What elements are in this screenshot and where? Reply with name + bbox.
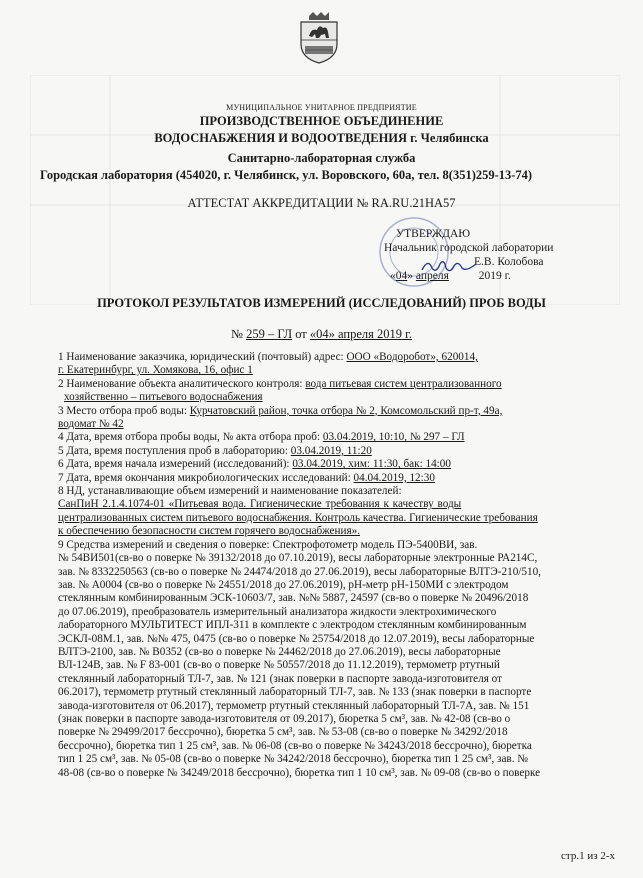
approval-name: Е.В. Колобова [474, 256, 544, 268]
protocol-number-line: № 259 – ГЛ от «04» апреля 2019 г. [231, 327, 412, 341]
item-3-cont: водомат № 42 [58, 418, 124, 431]
item-9-line: стеклянным комбинированным ЭСК-10603/7, зав. №№ 5887, 24597 (св-во о поверке № 20496/2018 [58, 592, 529, 605]
item-1: 1 Наименование заказчика, юридический (почтовый) адрес: ООО «Водоробот», 620014, [58, 351, 478, 363]
lab-address: Городская лаборатория (454020, г. Челябинск, ул. Воровского, 60а, тел. 8(351)259-13-74) [40, 168, 533, 182]
approval-date-day: 04 [395, 270, 408, 282]
org-line-1: ПРОИЗВОДСТВЕННОЕ ОБЪЕДИНЕНИЕ [199, 114, 444, 128]
item-6: 6 Дата, время начала измерений (исследований): 03.04.2019, хим: 11:30, бак: 14:00 [58, 458, 451, 471]
item-9-line: 06.2017), термометр ртутный стеклянный лабораторный ТЛ-7, зав. № 133 (знак поверки в паспорте [58, 686, 532, 699]
org-line-2: ВОДОСНАБЖЕНИЯ И ВОДООТВЕДЕНИЯ г. Челябинска [154, 131, 489, 145]
item-5: 5 Дата, время поступления проб в лабораторию: 03.04.2019, 11:20 [58, 444, 372, 457]
approval-date-month: апреля [415, 270, 449, 282]
protocol-number: 259 – ГЛ [246, 327, 293, 341]
item-9-line: до 07.06.2019), преобразователь измерительный анализатора жидкости электрохимического [58, 605, 497, 618]
item-9-line: 9 Средства измерений и сведения о поверке: Спектрофотометр модель ПЭ-5400ВИ, зав. [58, 538, 478, 551]
item-9-line: тип 1 25 см³, зав. № 05-08 (св-во о поверке № 34242/2018 бессрочно), бюретка тип 1 25 см³, зав. № [58, 753, 528, 766]
item-2: 2 Наименование объекта аналитического контроля: вода питьевая систем централизованного [58, 377, 502, 390]
city-emblem-icon [295, 10, 343, 64]
org-type: МУНИЦИПАЛЬНОЕ УНИТАРНОЕ ПРЕДПРИЯТИЕ [226, 103, 417, 112]
approval-label: УТВЕРЖДАЮ [396, 228, 471, 240]
item-9-line: зав. № 8332250563 (св-во о поверке № 24474/2018 до 27.06.2019), весы лабораторные ВЛТЭ-210/510, [58, 565, 541, 578]
handwritten-signature [420, 256, 480, 276]
item-9 [58, 539, 624, 780]
service-name: Санитарно-лабораторная служба [227, 151, 416, 165]
item-9-line: поверке № 29499/2017 бессрочно), бюретка 5 см³, зав. № 53-08 (св-во о поверке № 34292/2018 [58, 726, 508, 739]
approval-position: Начальник городской лаборатории [384, 242, 554, 254]
protocol-title: ПРОТОКОЛ РЕЗУЛЬТАТОВ ИЗМЕРЕНИЙ (ИССЛЕДОВАНИЙ) ПРОБ ВОДЫ [97, 296, 546, 310]
accreditation-line: АТТЕСТАТ АККРЕДИТАЦИИ № RA.RU.21НА57 [187, 196, 456, 210]
approval-date: «04» апреля 2019 г. [390, 270, 511, 282]
item-3: 3 Место отбора проб воды: Курчатовский район, точка отбора № 2, Комсомольский пр-т, 49а, [58, 404, 503, 417]
item-9-line: ЭСКЛ-08М.1, зав. №№ 475, 0475 (св-во о поверке № 25754/2018 до 12.07.2019), весы лабораторные [58, 632, 535, 645]
nd-line-3: к обеспечению безопасности систем горячего водоснабжения». [58, 525, 361, 538]
item-9-line: бессрочно), бюретка тип 1 25 см³, зав. № 06-08 (св-во о поверке № 34243/2018 бессрочно), бюретка [58, 739, 532, 752]
page-number: стр.1 из 2-х [561, 850, 615, 862]
item-2-cont: хозяйственно – питьевого водоснабжения [64, 391, 263, 404]
item-9-line: (знак поверки в паспорте завода-изготовителя от 09.2017), бюретка 5 см³, зав. № 42-08 (св-во о [58, 712, 511, 725]
item-8: 8 НД, устанавливающие объем измерений и наименование показателей: [58, 485, 402, 498]
item-9-line: лабораторного МУЛЬТИТЕСТ ИПЛ-311 в комплекте с электродом стеклянным комбинированным [58, 619, 527, 632]
nd-line-2: централизованных систем питьевого водоснабжения. Контроль качества. Гигиенические требования [58, 511, 538, 524]
item-9-line: стеклянный лабораторный ТЛ-7, зав. № 121 (знак поверки в паспорте завода-изготовителя от [58, 672, 502, 685]
nd-line-1: СанПиН 2.1.4.1074-01 «Питьевая вода. Гигиенические требования к качеству воды [58, 498, 462, 511]
item-9-line: 48-08 (св-во о поверке № 34249/2018 бессрочно), бюретка тип 1 10 см³, зав. № 09-08 (св-во о поверке [58, 766, 541, 779]
item-9-line: зав. № А0004 (св-во о поверке № 24551/2018 до 27.06.2019), рН-метр рН-150МИ с электродом [58, 578, 509, 591]
item-1-cont: г. Екатеринбург, ул. Хомякова, 16, офис 1 [58, 364, 253, 377]
item-9-line: завода-изготовителя от 06.2017), термометр ртутный стеклянный лабораторный ТЛ-7А, зав. № 151 [58, 699, 530, 712]
item-4: 4 Дата, время отбора пробы воды, № акта отбора проб: 03.04.2019, 10:10, № 297 – ГЛ [58, 431, 465, 444]
item-9-line: № 54ВИ501(св-во о поверке № 39132/2018 до 07.10.2019), весы лабораторные электронные РА214С, [58, 552, 538, 565]
item-9-line: ВЛ-124В, зав. № F 83-001 (св-во о поверке № 50557/2018 до 11.12.2019), термометр ртутный [58, 659, 500, 672]
item-7: 7 Дата, время окончания микробиологических исследований: 04.04.2019, 12:30 [58, 471, 435, 484]
protocol-date: «04» апреля 2019 г. [309, 327, 412, 341]
protocol-body [58, 351, 624, 780]
item-9-line: ВЛТЭ-2100, зав. № В0352 (св-во о поверке № 24462/2018 до 27.06.2019), весы лабораторные [58, 645, 501, 658]
